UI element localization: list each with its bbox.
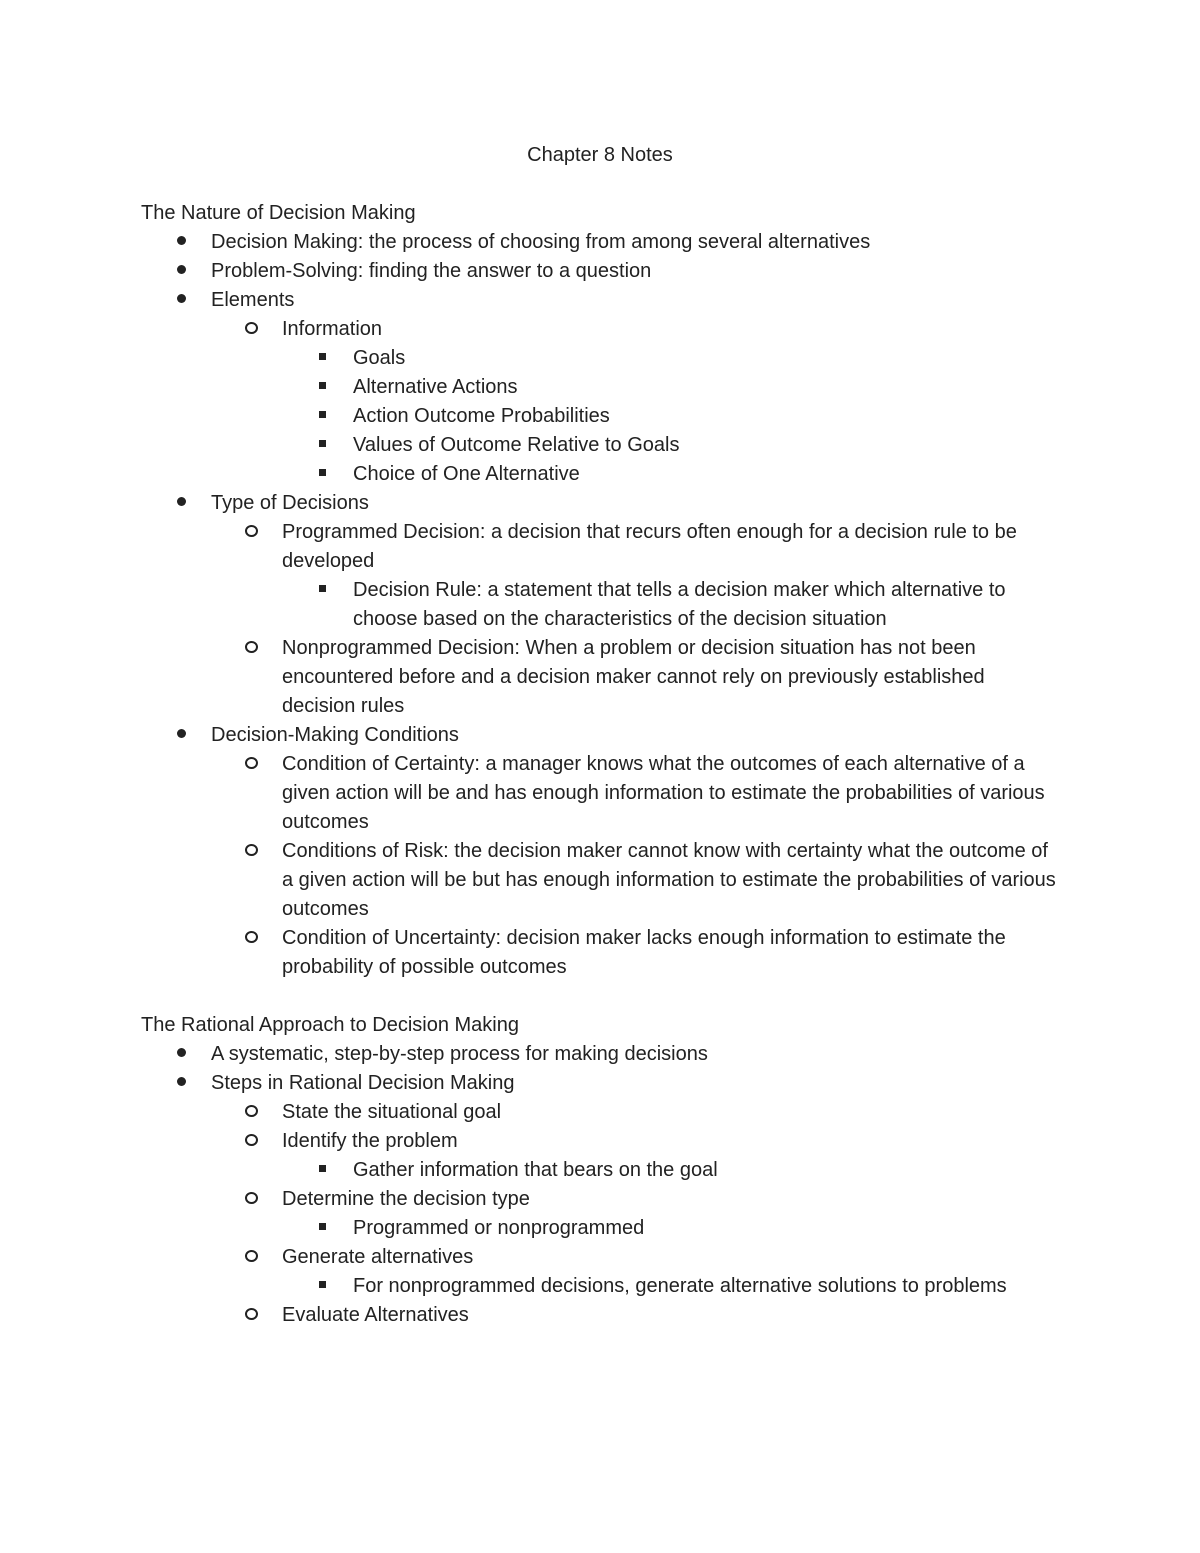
list-item: Decision Rule: a statement that tells a decision maker which alternative to choose based on the characteristics of the decision situation — [282, 576, 1061, 634]
sub-sub-list — [282, 1156, 1061, 1185]
bullet-list — [141, 228, 1061, 982]
list-item: Conditions of Risk: the decision maker cannot know with certainty what the outcome of a given action will be but has enough information to estimate the probabilities of various outcomes — [211, 837, 1061, 924]
list-item: Values of Outcome Relative to Goals — [282, 431, 1061, 460]
bullet-circle-icon — [236, 1243, 266, 1272]
bullet-square-icon — [307, 402, 337, 431]
bullet-square-icon — [307, 1214, 337, 1243]
list-item: Decision-Making Conditions Condition of Certainty: a manager knows what the outcomes of each alternative of a given action will be and has enough information to estimate the probabilities of various outcomes Conditions of Risk: the decision maker cannot know with certainty what the outcome of a given action will be but has enough information to estimate the probabilities of various outcomes Condition of Uncertainty: decision maker lacks enough information to estimate the probability of possible outcomes — [141, 721, 1061, 982]
bullet-disc-icon — [166, 257, 196, 286]
sub-list — [211, 750, 1061, 982]
bullet-circle-icon — [236, 1127, 266, 1156]
list-item: Type of Decisions Programmed Decision: a decision that recurs often enough for a decision rule to be developed Decision Rule: a statement that tells a decision maker which alternative to choose based on the characteristics of the decision situation Nonprogrammed Decision: When a problem or decision situation has not been encountered before and a decision maker cannot rely on previously established decision rules — [141, 489, 1061, 721]
list-item: Information Goals Alternative Actions Action Outcome Probabilities Values of Outcome Relative to Goals Choice of One Alternative — [211, 315, 1061, 489]
section-rational-approach — [141, 1011, 1061, 1330]
bullet-square-icon — [307, 1272, 337, 1301]
list-item: Gather information that bears on the goal — [282, 1156, 1061, 1185]
list-item: A systematic, step-by-step process for making decisions — [141, 1040, 1061, 1069]
list-item: Alternative Actions — [282, 373, 1061, 402]
list-item: For nonprogrammed decisions, generate alternative solutions to problems — [282, 1272, 1061, 1301]
sub-list — [211, 518, 1061, 721]
sub-sub-list — [282, 344, 1061, 489]
bullet-list — [141, 1040, 1061, 1330]
sub-sub-list — [282, 576, 1061, 634]
sub-sub-list — [282, 1214, 1061, 1243]
bullet-disc-icon — [166, 721, 196, 750]
bullet-circle-icon — [236, 315, 266, 344]
bullet-circle-icon — [236, 1098, 266, 1127]
list-item: Evaluate Alternatives — [211, 1301, 1061, 1330]
bullet-square-icon — [307, 373, 337, 402]
list-item: Action Outcome Probabilities — [282, 402, 1061, 431]
bullet-square-icon — [307, 1156, 337, 1185]
list-item: Identify the problem Gather information that bears on the goal — [211, 1127, 1061, 1185]
list-item: Generate alternatives For nonprogrammed decisions, generate alternative solutions to problems — [211, 1243, 1061, 1301]
list-item: Elements Information Goals Alternative Actions Action Outcome Probabilities Values of Outcome Relative to Goals Choice of One Alternative — [141, 286, 1061, 489]
bullet-circle-icon — [236, 924, 266, 953]
section-nature-of-decision-making — [141, 199, 1061, 982]
list-item: Condition of Uncertainty: decision maker lacks enough information to estimate the probability of possible outcomes — [211, 924, 1061, 982]
sub-list — [211, 1098, 1061, 1330]
list-item: Condition of Certainty: a manager knows what the outcomes of each alternative of a given action will be and has enough information to estimate the probabilities of various outcomes — [211, 750, 1061, 837]
list-item: Steps in Rational Decision Making State the situational goal Identify the problem Gather information that bears on the goal Determine the decision type Programmed or nonprogrammed Generate alternatives For nonprogrammed decisions, generate alternative solutions to problems Evaluate Alternatives — [141, 1069, 1061, 1330]
section-heading: The Rational Approach to Decision Making — [141, 1014, 519, 1036]
bullet-square-icon — [307, 460, 337, 489]
bullet-disc-icon — [166, 286, 196, 315]
list-item: Problem-Solving: finding the answer to a question — [141, 257, 1061, 286]
bullet-square-icon — [307, 576, 337, 605]
list-item: Decision Making: the process of choosing from among several alternatives — [141, 228, 1061, 257]
bullet-square-icon — [307, 431, 337, 460]
list-item: State the situational goal — [211, 1098, 1061, 1127]
list-item: Goals — [282, 344, 1061, 373]
bullet-circle-icon — [236, 837, 266, 866]
list-item: Programmed Decision: a decision that recurs often enough for a decision rule to be developed Decision Rule: a statement that tells a decision maker which alternative to choose based on the characteristics of the decision situation — [211, 518, 1061, 634]
section-heading: The Nature of Decision Making — [141, 202, 416, 224]
list-item: Programmed or nonprogrammed — [282, 1214, 1061, 1243]
list-item: Choice of One Alternative — [282, 460, 1061, 489]
bullet-disc-icon — [166, 1069, 196, 1098]
sub-sub-list — [282, 1272, 1061, 1301]
bullet-circle-icon — [236, 1301, 266, 1330]
list-item: Determine the decision type Programmed or nonprogrammed — [211, 1185, 1061, 1243]
bullet-circle-icon — [236, 634, 266, 663]
bullet-circle-icon — [236, 1185, 266, 1214]
bullet-disc-icon — [166, 228, 196, 257]
page-title: Chapter 8 Notes — [527, 144, 673, 166]
bullet-disc-icon — [166, 1040, 196, 1069]
bullet-circle-icon — [236, 518, 266, 547]
list-item: Nonprogrammed Decision: When a problem or decision situation has not been encountered before and a decision maker cannot rely on previously established decision rules — [211, 634, 1061, 721]
bullet-square-icon — [307, 344, 337, 373]
bullet-disc-icon — [166, 489, 196, 518]
sub-list — [211, 315, 1061, 489]
bullet-circle-icon — [236, 750, 266, 779]
